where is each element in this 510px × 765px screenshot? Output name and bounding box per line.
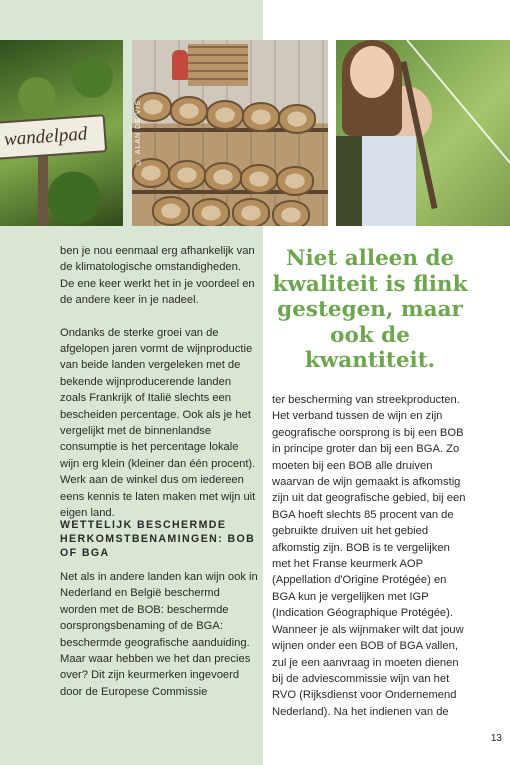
wandelpad-sign <box>0 114 107 160</box>
left-column <box>60 243 258 538</box>
sign-post <box>38 152 48 226</box>
page-number: 13 <box>490 733 502 744</box>
section-heading-block <box>60 518 260 560</box>
wine-barrel <box>278 104 316 134</box>
winemaker-jacket <box>336 136 362 226</box>
wine-barrel <box>272 200 310 226</box>
wine-barrel <box>152 196 190 226</box>
wine-barrel <box>168 160 206 190</box>
winemaker-photo <box>336 40 510 226</box>
wine-barrel <box>240 164 278 194</box>
wine-barrel <box>206 100 244 130</box>
wine-barrel <box>170 96 208 126</box>
left-paragraph-2: Ondanks de sterke groei van de afgelopen jaren vormt de wijnproductie van beide landen vergeleken met de bekende wijnproducerende landen zoals Frankrijk of Italië slechts een bescheiden percentage. Ook als je het vergelijkt met de binnenlandse consumptie is het percentage lokale wijn erg klein (kleiner dan één procent). Werk aan de winkel dus om iedereen eens kennis te laten maken met wijn uit eigen land. <box>60 326 256 520</box>
person-on-crates <box>172 50 188 80</box>
photo-credit: © ALAN DE VIS <box>135 100 142 165</box>
wooden-crates <box>188 44 248 86</box>
right-column <box>272 392 468 736</box>
wine-barrel <box>232 198 270 226</box>
wine-barrel <box>204 162 242 192</box>
wine-barrel <box>242 102 280 132</box>
pull-quote: Niet alleen de kwaliteit is flink gestegen, maar ook de kwantiteit. <box>272 246 468 373</box>
wine-barrel <box>276 166 314 196</box>
wine-barrel <box>192 198 230 226</box>
trellis-wire <box>406 40 510 194</box>
wine-cellar-photo <box>132 40 328 226</box>
left-paragraph-1: ben je nou eenmaal erg afhankelijk van de klimatologische omstandigheden. De ene keer werkt het in je voordeel en de andere keer in je nadeel. <box>60 245 255 307</box>
section-heading: WETTELIJK BESCHERMDE HERKOMSTBENAMINGEN: BOB OF BGA <box>60 519 256 559</box>
right-paragraph: ter bescherming van streekproducten. Het verband tussen de wijn en zijn geografische oorsprong is bij een BOB in principe groter dan bij een BGA. Zo moeten bij een BOB alle druiven waarvan de wijn gemaakt is afkomstig zijn uit dat geografische gebied, bij een BGA hoeft slechts 85 procent van de gebruikte druiven uit het gebied afkomstig zijn. BOB is te vergelijken met het Franse keurmerk AOP (Appellation d'Origine Protégée) en BGA kun je vergelijken met IGP (Indication Géographique Protégée). Wanneer je als wijnmaker wilt dat jouw wijnen onder een BOB of BGA vallen, zul je een aanvraag in moeten dienen bij de adviescommissie wijn van het RVO (Rijksdienst voor Ondernemend Nederland). Na het indienen van de <box>272 394 466 718</box>
sign-text: wandelpad <box>3 123 88 151</box>
vineyard-sign-photo <box>0 40 123 226</box>
winemaker-face <box>350 46 394 98</box>
section-paragraph: Net als in andere landen kan wijn ook in Nederland en België beschermd worden met de BOB: beschermde oorsprongsbenaming of de BGA: beschermde geografische aanduiding. Maar waar hebben we het dan precies over? Dit zijn keurmerken ingevoerd door de Europese Commissie <box>60 571 258 698</box>
